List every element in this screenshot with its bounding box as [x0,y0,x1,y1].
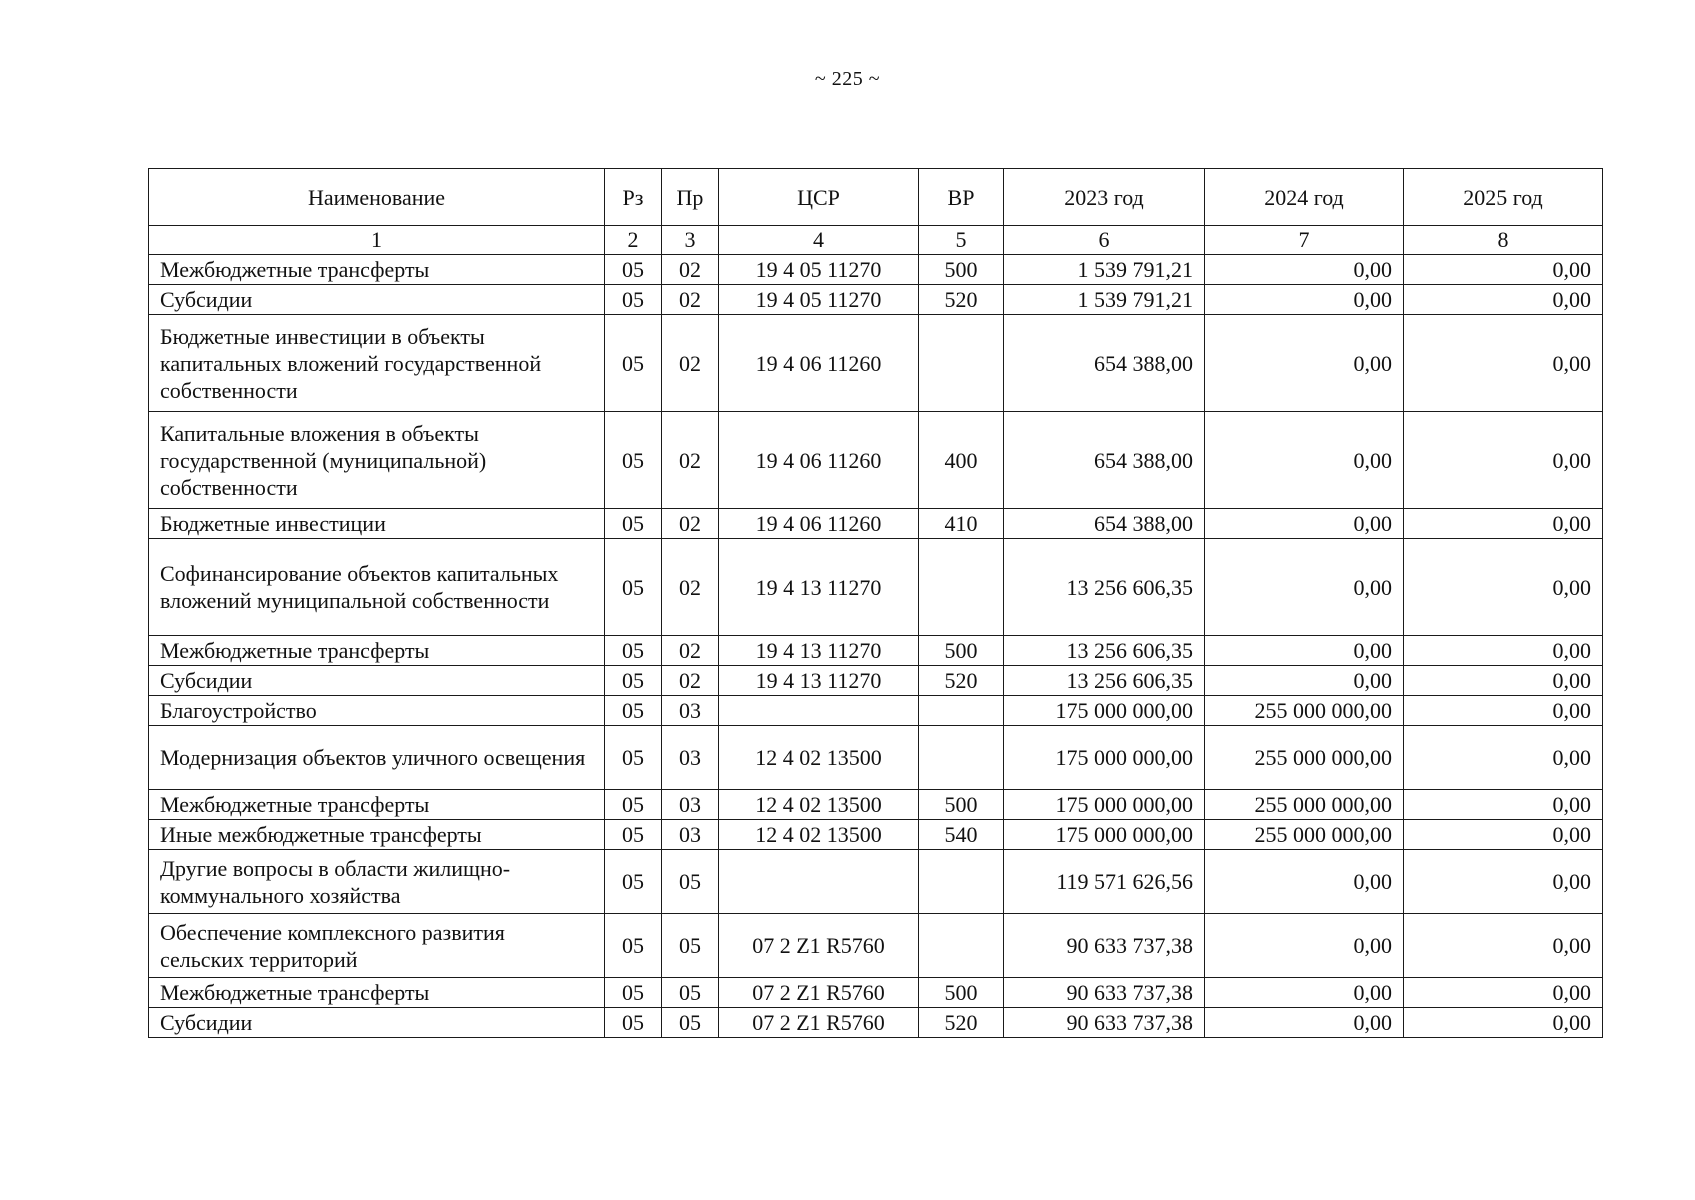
row-amount-2024: 0,00 [1205,914,1404,978]
row-name: Модернизация объектов уличного освещения [149,726,605,790]
row-amount-2024: 0,00 [1205,1008,1404,1038]
row-vr [919,696,1004,726]
column-number: 2 [605,226,662,255]
row-name: Софинансирование объектов капитальных вложений муниципальной собственности [149,539,605,636]
row-amount-2025: 0,00 [1404,636,1603,666]
row-csr: 19 4 06 11260 [719,412,919,509]
header-row [149,169,1603,226]
row-amount-2025: 0,00 [1404,412,1603,509]
row-pr: 03 [662,790,719,820]
row-pr: 02 [662,412,719,509]
row-rz: 05 [605,666,662,696]
row-csr: 19 4 05 11270 [719,255,919,285]
row-vr: 500 [919,978,1004,1008]
header-2023: 2023 год [1004,169,1205,226]
row-rz: 05 [605,509,662,539]
header-name: Наименование [149,169,605,226]
row-amount-2023: 119 571 626,56 [1004,850,1205,914]
row-amount-2024: 0,00 [1205,285,1404,315]
row-amount-2025: 0,00 [1404,285,1603,315]
row-csr: 07 2 Z1 R5760 [719,914,919,978]
header-pr: Пр [662,169,719,226]
row-csr: 19 4 13 11270 [719,539,919,636]
row-pr: 02 [662,285,719,315]
row-amount-2023: 654 388,00 [1004,315,1205,412]
row-amount-2024: 0,00 [1205,850,1404,914]
row-amount-2023: 654 388,00 [1004,412,1205,509]
row-amount-2023: 1 539 791,21 [1004,285,1205,315]
table-row [149,978,1603,1008]
row-rz: 05 [605,285,662,315]
row-amount-2024: 0,00 [1205,255,1404,285]
column-number: 4 [719,226,919,255]
column-number: 1 [149,226,605,255]
row-amount-2023: 90 633 737,38 [1004,978,1205,1008]
row-amount-2023: 654 388,00 [1004,509,1205,539]
row-pr: 02 [662,315,719,412]
row-amount-2024: 0,00 [1205,636,1404,666]
row-amount-2023: 175 000 000,00 [1004,790,1205,820]
row-amount-2023: 13 256 606,35 [1004,539,1205,636]
row-name: Субсидии [149,1008,605,1038]
row-vr: 500 [919,255,1004,285]
row-vr: 410 [919,509,1004,539]
table-row [149,285,1603,315]
table-row [149,696,1603,726]
row-rz: 05 [605,255,662,285]
row-rz: 05 [605,315,662,412]
row-pr: 02 [662,539,719,636]
table-row [149,1008,1603,1038]
header-2024: 2024 год [1205,169,1404,226]
table-row [149,914,1603,978]
column-number: 5 [919,226,1004,255]
row-name: Бюджетные инвестиции в объекты капитальных вложений государственной собственности [149,315,605,412]
row-rz: 05 [605,820,662,850]
row-amount-2023: 90 633 737,38 [1004,914,1205,978]
column-number: 6 [1004,226,1205,255]
row-rz: 05 [605,412,662,509]
row-rz: 05 [605,726,662,790]
row-amount-2025: 0,00 [1404,696,1603,726]
row-vr [919,914,1004,978]
table-row [149,790,1603,820]
row-pr: 02 [662,636,719,666]
row-amount-2025: 0,00 [1404,539,1603,636]
row-csr: 07 2 Z1 R5760 [719,978,919,1008]
row-amount-2025: 0,00 [1404,315,1603,412]
row-name: Обеспечение комплексного развития сельских территорий [149,914,605,978]
row-vr [919,315,1004,412]
row-name: Межбюджетные трансферты [149,790,605,820]
table-row [149,666,1603,696]
row-pr: 05 [662,1008,719,1038]
table-row [149,509,1603,539]
row-name: Благоустройство [149,696,605,726]
row-amount-2024: 255 000 000,00 [1205,790,1404,820]
row-amount-2025: 0,00 [1404,1008,1603,1038]
row-rz: 05 [605,636,662,666]
row-vr: 500 [919,790,1004,820]
row-vr [919,726,1004,790]
row-amount-2025: 0,00 [1404,978,1603,1008]
column-number: 3 [662,226,719,255]
header-2025: 2025 год [1404,169,1603,226]
row-name: Субсидии [149,285,605,315]
row-csr: 19 4 06 11260 [719,509,919,539]
table-row [149,412,1603,509]
row-rz: 05 [605,850,662,914]
budget-table [148,168,1603,1038]
row-vr: 500 [919,636,1004,666]
header-rz: Рз [605,169,662,226]
table-row [149,539,1603,636]
table-row [149,315,1603,412]
row-amount-2024: 255 000 000,00 [1205,696,1404,726]
row-amount-2025: 0,00 [1404,820,1603,850]
column-number: 8 [1404,226,1603,255]
row-amount-2025: 0,00 [1404,509,1603,539]
row-amount-2023: 175 000 000,00 [1004,696,1205,726]
row-csr [719,850,919,914]
row-amount-2023: 90 633 737,38 [1004,1008,1205,1038]
header-vr: ВР [919,169,1004,226]
row-amount-2025: 0,00 [1404,850,1603,914]
row-vr: 520 [919,285,1004,315]
row-amount-2025: 0,00 [1404,790,1603,820]
row-amount-2023: 175 000 000,00 [1004,820,1205,850]
row-vr: 540 [919,820,1004,850]
row-pr: 05 [662,978,719,1008]
column-number: 7 [1205,226,1404,255]
row-csr: 19 4 13 11270 [719,666,919,696]
row-amount-2024: 0,00 [1205,315,1404,412]
row-name: Иные межбюджетные трансферты [149,820,605,850]
row-vr [919,539,1004,636]
row-rz: 05 [605,1008,662,1038]
column-number-row [149,226,1603,255]
table-row [149,820,1603,850]
row-csr: 19 4 05 11270 [719,285,919,315]
row-csr: 12 4 02 13500 [719,790,919,820]
row-amount-2024: 0,00 [1205,412,1404,509]
row-rz: 05 [605,790,662,820]
row-vr: 520 [919,1008,1004,1038]
row-amount-2025: 0,00 [1404,914,1603,978]
row-rz: 05 [605,978,662,1008]
row-pr: 03 [662,696,719,726]
row-csr: 19 4 06 11260 [719,315,919,412]
row-name: Межбюджетные трансферты [149,636,605,666]
row-name: Капитальные вложения в объекты государственной (муниципальной) собственности [149,412,605,509]
row-vr: 520 [919,666,1004,696]
row-csr: 07 2 Z1 R5760 [719,1008,919,1038]
row-csr: 12 4 02 13500 [719,820,919,850]
row-csr [719,696,919,726]
row-amount-2023: 175 000 000,00 [1004,726,1205,790]
row-amount-2023: 13 256 606,35 [1004,636,1205,666]
row-pr: 03 [662,726,719,790]
row-name: Межбюджетные трансферты [149,978,605,1008]
table-row [149,726,1603,790]
row-amount-2025: 0,00 [1404,726,1603,790]
row-amount-2025: 0,00 [1404,666,1603,696]
row-amount-2024: 255 000 000,00 [1205,820,1404,850]
row-amount-2024: 0,00 [1205,978,1404,1008]
row-pr: 05 [662,914,719,978]
row-pr: 05 [662,850,719,914]
page-number: ~ 225 ~ [814,68,881,90]
table-body [149,255,1603,1038]
row-name: Межбюджетные трансферты [149,255,605,285]
row-amount-2024: 0,00 [1205,539,1404,636]
table-row [149,255,1603,285]
row-name: Субсидии [149,666,605,696]
row-pr: 02 [662,255,719,285]
row-amount-2025: 0,00 [1404,255,1603,285]
row-amount-2024: 0,00 [1205,509,1404,539]
table-row [149,850,1603,914]
row-pr: 03 [662,820,719,850]
row-amount-2023: 13 256 606,35 [1004,666,1205,696]
row-name: Другие вопросы в области жилищно-коммунального хозяйства [149,850,605,914]
row-amount-2023: 1 539 791,21 [1004,255,1205,285]
row-pr: 02 [662,666,719,696]
row-name: Бюджетные инвестиции [149,509,605,539]
row-csr: 19 4 13 11270 [719,636,919,666]
row-vr: 400 [919,412,1004,509]
row-rz: 05 [605,914,662,978]
row-pr: 02 [662,509,719,539]
row-amount-2024: 255 000 000,00 [1205,726,1404,790]
table-row [149,636,1603,666]
row-vr [919,850,1004,914]
row-amount-2024: 0,00 [1205,666,1404,696]
row-csr: 12 4 02 13500 [719,726,919,790]
header-csr: ЦСР [719,169,919,226]
row-rz: 05 [605,696,662,726]
row-rz: 05 [605,539,662,636]
